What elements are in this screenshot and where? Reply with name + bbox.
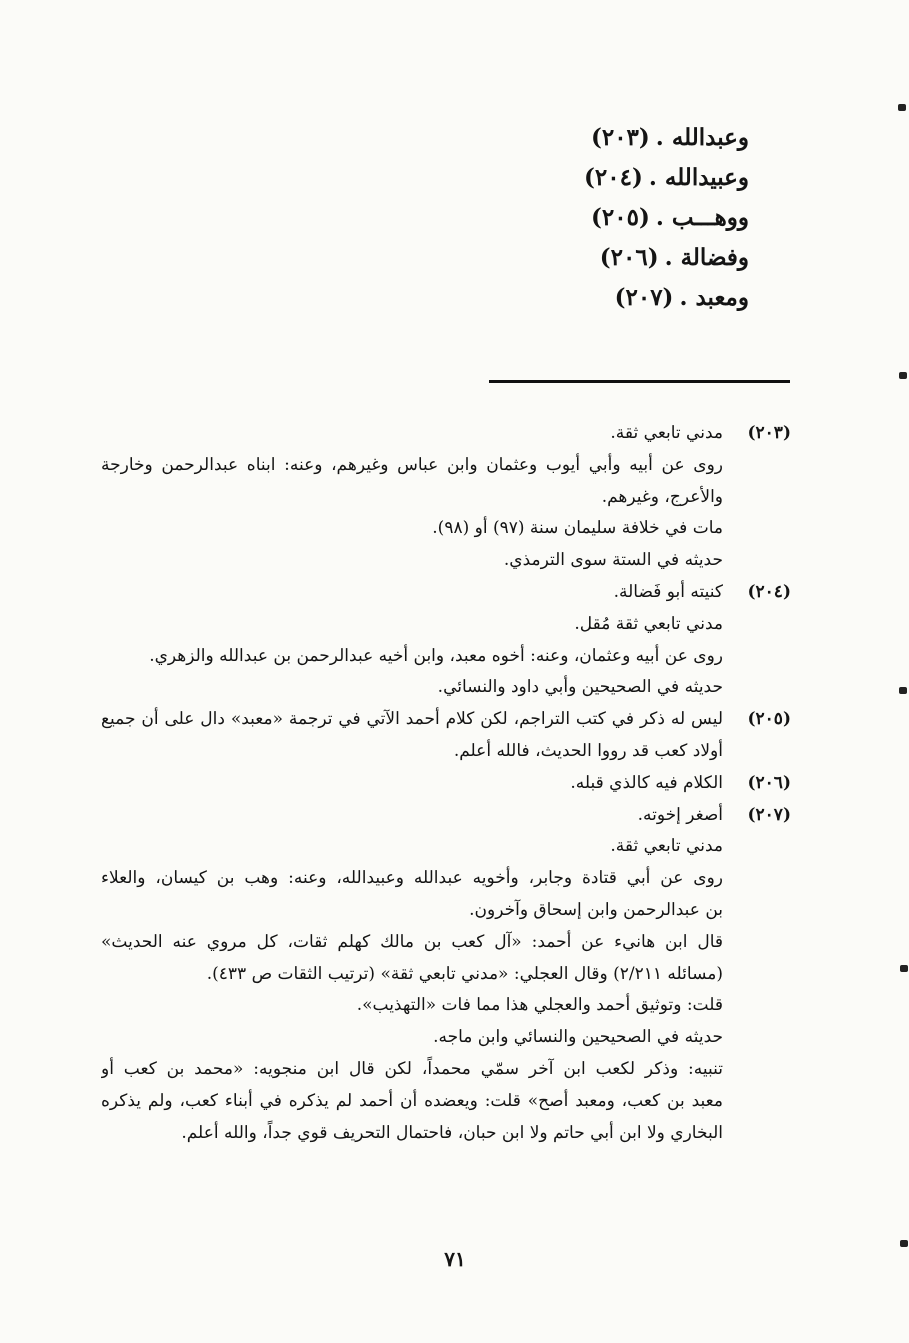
main-item-dot: . <box>648 164 665 191</box>
footnote-line: قلت: وتوثيق أحمد والعجلي هذا مما فات «التهذيب». <box>356 995 723 1016</box>
page-number: ٧١ <box>444 1247 466 1271</box>
footnote-reference: (٢٠٥) <box>590 204 650 231</box>
footnote-line: الكلام فيه كالذي قبله. <box>570 772 723 793</box>
footnote-reference: (٢٠٣) <box>590 124 650 151</box>
footnote-line: بن عبدالرحمن وابن إسحاق وآخرون. <box>469 899 723 920</box>
footnote-line: مدني تابعي ثقة. <box>610 836 723 857</box>
main-item-name: وفضالة <box>680 244 749 271</box>
footnote-line: روى عن أبيه وعثمان، وعنه: أخوه معبد، وابن أخيه عبدالرحمن بن عبدالله والزهري. <box>149 645 723 666</box>
footnote-line: روى عن أبيه وأبي أيوب وعثمان وابن عباس وغيرهم، وعنه: ابناه عبدالرحمن وخارجة <box>101 454 723 475</box>
footnote-line: مدني تابعي ثقة. <box>610 423 723 443</box>
scan-edge-mark <box>900 965 908 972</box>
footnote-reference: (٢٠٤) <box>584 164 643 191</box>
footnote-line: كنيته أبو فَضالة. <box>613 581 723 602</box>
footnote-line: البخاري ولا ابن أبي حاتم ولا ابن حبان، فاحتمال التحريف قوي جداً، والله أعلم. <box>181 1122 723 1143</box>
main-item-name: وعبيدالله <box>664 164 749 191</box>
footnote-line: ليس له ذكر في كتب التراجم، لكن كلام أحمد الآتي في ترجمة «معبد» دال على أن جميع <box>101 709 723 730</box>
main-item-name: ووهـــب <box>671 204 749 231</box>
main-item-dot: . <box>664 244 681 271</box>
main-item-dot: . <box>655 124 672 151</box>
main-item-name: وعبدالله <box>671 124 749 151</box>
main-list-item <box>469 118 749 158</box>
footnote-line: (مسائله ٢/٢١١) وقال العجلي: «مدني تابعي ثقة» (ترتيب الثقات ص ٤٣٣). <box>206 963 723 984</box>
footnote-line: حديثه في الستة سوى الترمذي. <box>503 550 723 571</box>
footnote-reference: (٢٠٦) <box>599 244 659 271</box>
footnote-number: (٢٠٥) <box>747 709 791 730</box>
footnote-number: (٢٠٦) <box>747 772 791 793</box>
footnote-reference: (٢٠٧) <box>614 284 674 311</box>
footnote-separator-rule <box>489 380 790 383</box>
footnote-204 <box>101 577 791 704</box>
footnote-line: مدني تابعي ثقة مُقل. <box>574 613 723 634</box>
footnote-206 <box>101 768 791 800</box>
footnote-207 <box>101 800 791 1150</box>
footnote-number: (٢٠٧) <box>747 804 791 825</box>
footnotes-section <box>101 418 791 1149</box>
footnote-line: تنبيه: وذكر لكعب ابن آخر سمّي محمداً، لكن قال ابن منجويه: «محمد بن كعب أو <box>101 1058 723 1079</box>
main-list-item <box>469 238 749 278</box>
footnote-line: مات في خلافة سليمان سنة (٩٧) أو (٩٨). <box>432 518 723 539</box>
main-text-list <box>469 118 749 318</box>
footnote-line: أولاد كعب قد رووا الحديث، فالله أعلم. <box>453 740 723 761</box>
footnote-line: معبد بن كعب، ومعبد أصح» قلت: ويعضده أن أحمد لم يذكره في أبناء كعب، ولم يذكره <box>101 1090 723 1111</box>
footnote-line: روى عن أبي قتادة وجابر، وأخويه عبدالله وعبيدالله، وعنه: وهب بن كيسان، والعلاء <box>101 868 723 889</box>
footnote-line: قال ابن هانيء عن أحمد: «آل كعب بن مالك كهلم ثقات، كل مروي عنه الحديث» <box>101 931 723 952</box>
scan-edge-mark <box>899 687 907 694</box>
main-list-item <box>469 158 749 198</box>
main-list-item <box>469 198 749 238</box>
footnote-line: حديثه في الصحيحين والنسائي وابن ماجه. <box>433 1027 723 1048</box>
main-item-dot: . <box>655 204 672 231</box>
footnote-line: أصغر إخوته. <box>637 804 723 825</box>
footnote-number: (٢٠٣) <box>747 423 791 443</box>
main-item-name: ومعبد <box>695 284 749 311</box>
footnote-number: (٢٠٤) <box>747 581 791 602</box>
footnote-203 <box>101 418 791 577</box>
scan-edge-mark <box>899 372 907 379</box>
scan-edge-mark <box>898 104 906 111</box>
main-item-dot: . <box>679 284 696 311</box>
footnote-205 <box>101 704 791 768</box>
footnote-line: والأعرج، وغيرهم. <box>601 486 723 507</box>
main-list-item <box>469 278 749 318</box>
footnote-line: حديثه في الصحيحين وأبي داود والنسائي. <box>437 677 723 698</box>
scan-edge-mark <box>900 1240 908 1247</box>
